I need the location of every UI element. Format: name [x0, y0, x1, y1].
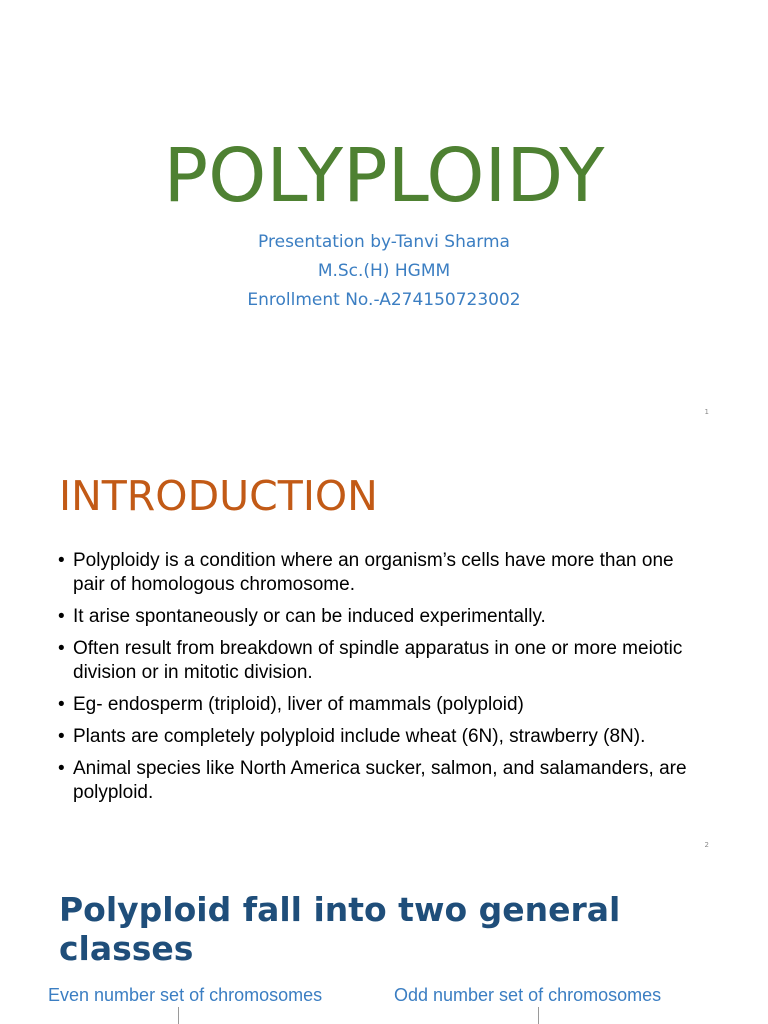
bullet-icon: •: [58, 758, 65, 779]
list-item: [58, 757, 708, 805]
slide-classes: [0, 866, 768, 1024]
enrollment-line: Enrollment No.-A274150723002: [247, 290, 521, 310]
bullet-text: Animal species like North America sucker, salmon, and salamanders, are polyploid.: [73, 758, 687, 803]
odd-class-connector: [538, 1007, 539, 1024]
presentation-title: POLYPLOIDY: [163, 133, 605, 219]
introduction-heading: INTRODUCTION: [59, 472, 378, 520]
bullet-icon: •: [58, 726, 65, 747]
bullet-icon: •: [58, 694, 65, 715]
list-item: [58, 549, 708, 597]
bullet-text: It arise spontaneously or can be induced experimentally.: [73, 606, 546, 627]
degree-line: M.Sc.(H) HGMM: [317, 261, 451, 281]
presentation-subtitle: [0, 228, 768, 315]
presenter-line: Presentation by-Tanvi Sharma: [258, 232, 510, 252]
odd-class-label: Odd number set of chromosomes: [394, 985, 662, 1005]
even-class-label: Even number set of chromosomes: [48, 985, 323, 1005]
bullet-icon: •: [58, 550, 65, 571]
slide-title: [0, 0, 768, 433]
bullet-text: Eg- endosperm (triploid), liver of mammals (polyploid): [73, 694, 524, 715]
bullet-icon: •: [58, 606, 65, 627]
bullet-text: Polyploidy is a condition where an organism’s cells have more than one pair of homologous chromosome.: [73, 550, 674, 595]
list-item: [58, 637, 708, 685]
bullet-text: Often result from breakdown of spindle apparatus in one or more meiotic division or in mitotic division.: [73, 638, 683, 683]
list-item: [58, 725, 708, 749]
slide-number: 1: [704, 408, 709, 416]
slide-introduction: [0, 433, 768, 866]
even-class-connector: [178, 1007, 179, 1024]
introduction-bullet-list: [58, 549, 708, 813]
bullet-icon: •: [58, 638, 65, 659]
bullet-text: Plants are completely polyploid include wheat (6N), strawberry (8N).: [73, 726, 646, 747]
list-item: [58, 693, 708, 717]
classes-heading: Polyploid fall into two general classes: [59, 890, 621, 968]
slide-number: 2: [704, 841, 709, 849]
list-item: [58, 605, 708, 629]
